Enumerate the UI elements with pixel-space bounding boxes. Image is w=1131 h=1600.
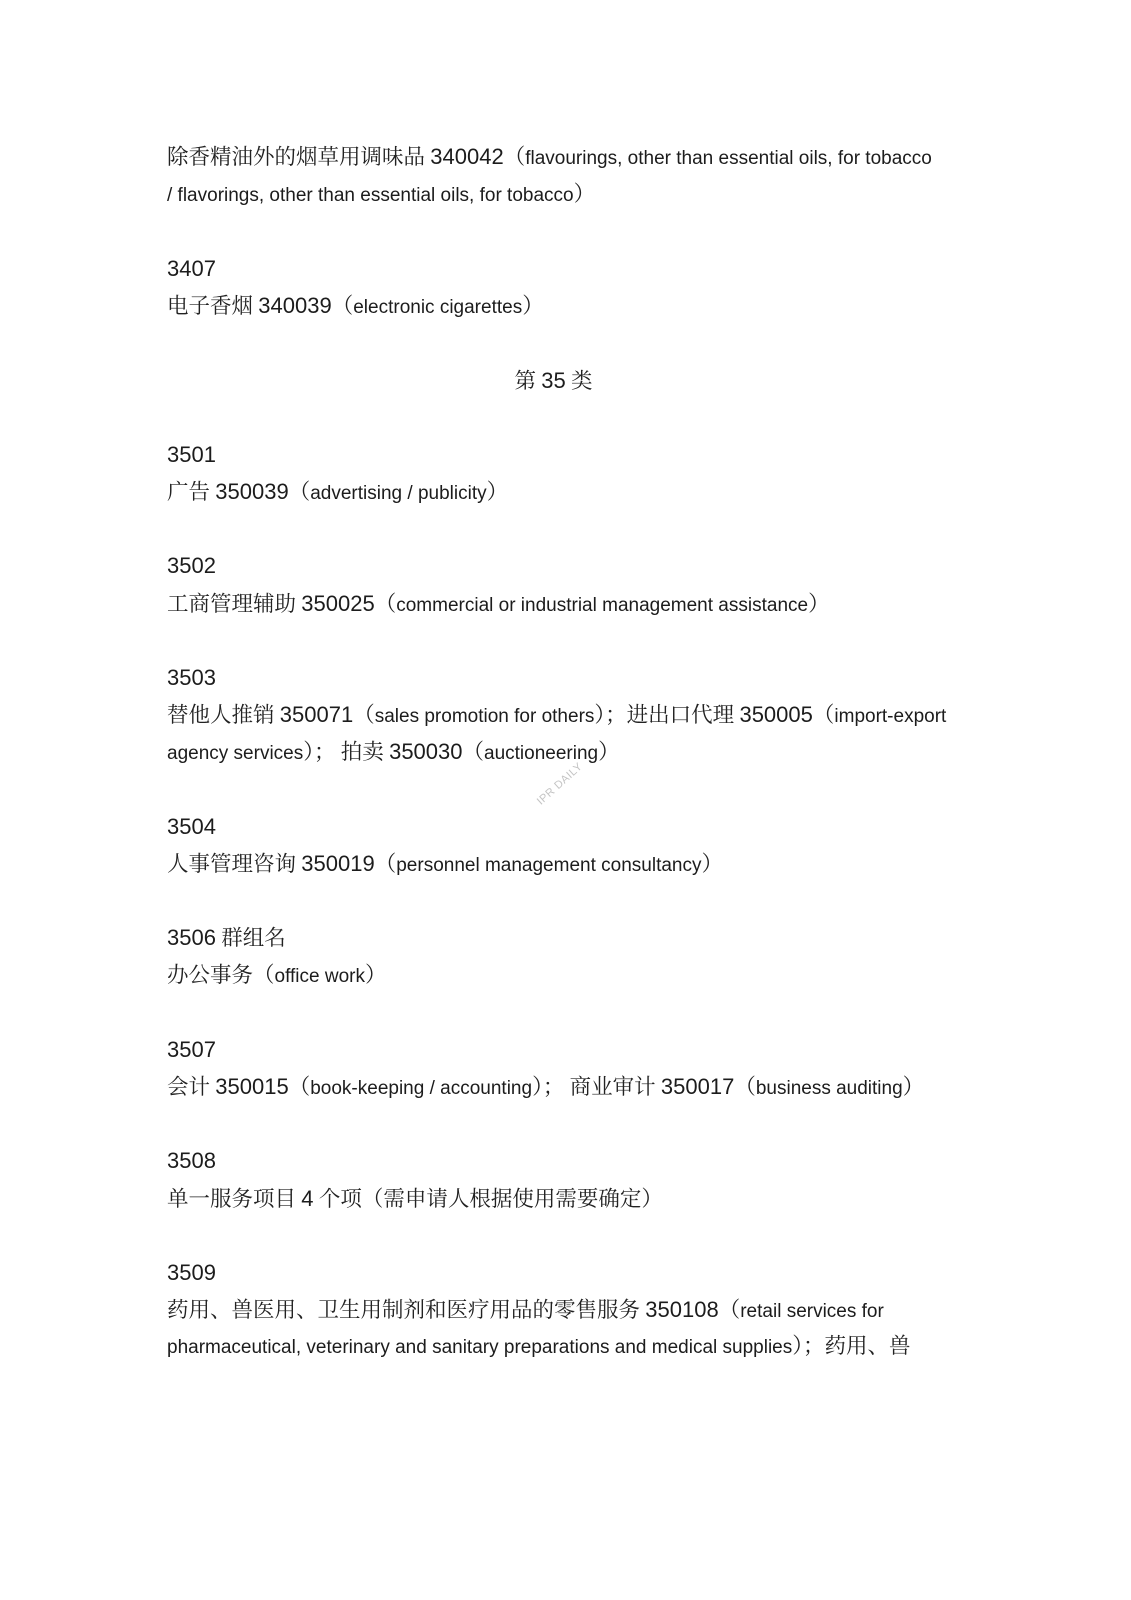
- text-run: ）: [598, 740, 620, 766]
- entry-line: [167, 733, 940, 770]
- group-3507: [167, 1031, 940, 1105]
- text-run: 3503: [167, 665, 216, 691]
- text-run: 单一服务项目: [167, 1186, 297, 1212]
- text-run: ）；: [532, 1075, 565, 1101]
- text-run: （: [374, 591, 397, 617]
- text-run: 广告: [167, 480, 211, 506]
- text-run: 工商管理辅助: [167, 591, 297, 617]
- text-run: 350025: [301, 590, 375, 616]
- entry-line: [167, 287, 940, 324]
- text-run: 类: [571, 368, 593, 394]
- text-run: （: [462, 740, 485, 766]
- text-run: sales promotion for others: [374, 706, 595, 728]
- group-code: [167, 919, 940, 956]
- text-run: ）: [701, 851, 723, 877]
- class-heading: [167, 362, 940, 399]
- text-run: 350030: [389, 739, 463, 765]
- group-code: [167, 436, 940, 473]
- text-run: ）: [486, 480, 509, 506]
- text-run: （: [503, 145, 526, 171]
- text-run: 350039: [215, 479, 289, 505]
- group-3502: [167, 547, 940, 621]
- entry-line: [167, 1328, 940, 1365]
- text-run: ）；进出口代理: [594, 703, 735, 729]
- text-run: 340042: [430, 144, 504, 170]
- text-run: 3501: [167, 441, 216, 467]
- group-code: [167, 547, 940, 584]
- group-3501: [167, 436, 940, 510]
- text-run: import-export: [834, 706, 947, 728]
- text-run: ）: [902, 1075, 925, 1101]
- text-run: 3504: [167, 813, 216, 839]
- text-run: advertising / publicity: [310, 483, 487, 505]
- entry-line: [167, 138, 940, 175]
- text-run: 350071: [279, 702, 354, 728]
- text-run: （: [734, 1075, 756, 1101]
- text-run: （: [812, 703, 835, 729]
- group-code: [167, 1031, 940, 1068]
- text-run: ）: [808, 591, 830, 617]
- group-3407: [167, 250, 940, 324]
- text-run: （: [288, 480, 311, 506]
- text-run: 35: [541, 367, 566, 393]
- entry-line: [167, 1291, 940, 1328]
- text-run: 350019: [301, 850, 375, 876]
- text-run: 3502: [167, 553, 216, 579]
- text-run: 3508: [167, 1148, 216, 1174]
- text-run: 第: [514, 368, 536, 394]
- text-run: 350005: [739, 702, 813, 728]
- entry-line: [167, 473, 940, 510]
- text-run: （: [353, 703, 375, 729]
- text-run: （: [288, 1075, 311, 1101]
- text-run: 个项（需申请人根据使用需要确定）: [318, 1186, 663, 1212]
- class-heading-text: [167, 362, 940, 399]
- group-3509: [167, 1254, 940, 1366]
- group-code: [167, 1142, 940, 1179]
- text-run: 除香精油外的烟草用调味品: [167, 145, 426, 171]
- group-code: [167, 659, 940, 696]
- text-run: / flavorings, other than essential oils, for tobacco: [167, 184, 574, 206]
- entry-line: [167, 176, 940, 213]
- text-run: ）: [573, 181, 596, 207]
- text-run: ）: [522, 294, 544, 320]
- entry-line: [167, 585, 940, 622]
- watermark: IPR DAILY: [534, 760, 586, 808]
- text-run: personnel management consultancy: [396, 854, 702, 876]
- text-run: 3407: [167, 255, 216, 281]
- text-run: 群组名: [221, 926, 286, 952]
- group-3508: [167, 1142, 940, 1216]
- text-run: 办公事务（: [167, 962, 275, 988]
- entry-line: [167, 1180, 940, 1217]
- text-run: 商业审计: [569, 1075, 656, 1101]
- entry-line: [167, 696, 947, 733]
- group-3506: [167, 919, 940, 993]
- document-body: [167, 138, 947, 1402]
- continuation-entry: [167, 138, 940, 212]
- group-3504: [167, 808, 940, 882]
- text-run: 拍卖: [340, 740, 384, 766]
- text-run: commercial or industrial management assistance: [396, 594, 809, 616]
- text-run: 药用、兽医用、卫生用制剂和医疗用品的零售服务: [167, 1298, 641, 1324]
- text-run: 340039: [258, 293, 332, 319]
- text-run: （: [718, 1298, 741, 1324]
- text-run: ）；: [303, 740, 336, 766]
- entry-line: [167, 845, 940, 882]
- text-run: electronic cigarettes: [353, 297, 523, 319]
- text-run: retail services for: [740, 1301, 884, 1323]
- text-run: 会计: [167, 1075, 211, 1101]
- text-run: ）；药用、兽: [792, 1334, 911, 1360]
- text-run: 350015: [215, 1074, 289, 1100]
- text-run: 3509: [167, 1260, 216, 1286]
- group-code: [167, 250, 940, 287]
- entry-line: [167, 957, 940, 994]
- text-run: （: [374, 851, 397, 877]
- text-run: 3506: [167, 925, 216, 951]
- text-run: 3507: [167, 1036, 216, 1062]
- entry-line: [167, 1068, 940, 1105]
- text-run: business auditing: [755, 1078, 903, 1100]
- text-run: 350017: [660, 1074, 735, 1100]
- text-run: 替他人推销: [167, 703, 275, 729]
- text-run: auctioneering: [484, 743, 599, 765]
- text-run: （: [331, 294, 354, 320]
- text-run: agency services: [167, 743, 304, 765]
- text-run: book-keeping / accounting: [310, 1078, 533, 1100]
- text-run: 电子香烟: [167, 294, 254, 320]
- text-run: ）: [364, 962, 387, 988]
- group-3503: [167, 659, 947, 771]
- text-run: flavourings, other than essential oils, for tobacco: [525, 148, 932, 170]
- group-code: [167, 808, 940, 845]
- group-code: [167, 1254, 940, 1291]
- text-run: 人事管理咨询: [167, 851, 297, 877]
- text-run: 350108: [645, 1297, 719, 1323]
- text-run: pharmaceutical, veterinary and sanitary preparations and medical supplies: [167, 1337, 793, 1359]
- text-run: office work: [274, 965, 365, 987]
- text-run: 4: [301, 1185, 314, 1211]
